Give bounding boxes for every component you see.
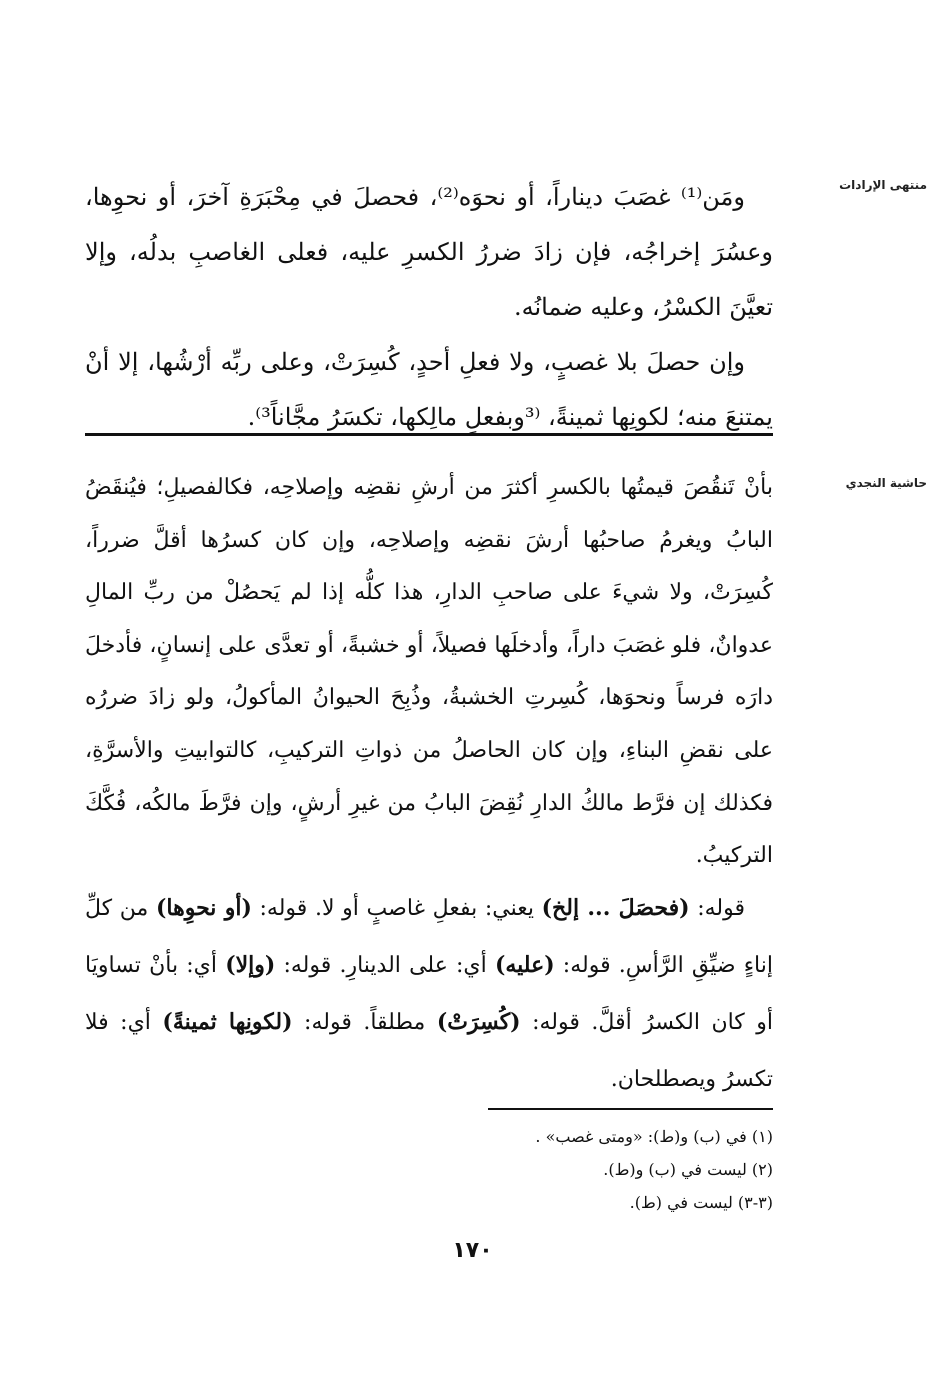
hashiya-text [85,462,773,883]
sharh-lemma: (أو نحوِها) [155,895,252,921]
footnote-3: (٣-٣) ليست في (ط). [629,1193,773,1212]
sharh-segment: أي: فلا تكسرُ ويصطلحان. [85,1010,773,1092]
footnote-1: (١) في (ب) و(ط): «ومتى غصب» . [535,1127,773,1146]
sharh-lemma: (كُسِرَتْ) [436,1009,521,1035]
matn-text [85,170,773,445]
footnote-2: (٢) ليست في (ب) و(ط). [603,1160,773,1179]
matn-paragraph-2: وإن حصلَ بلا غصبٍ، ولا فعلِ أحدٍ، كُسِرَتْ، وعلى ربِّه أرْشُها، إلا أنْ يمتنعَ منه؛ لكونِها ثمينةً، ⁽³وبفعلِ مالِكها، تكسَرُ مجَّاناً³⁾. [85,348,773,431]
sharh-segment: أي: بأنْ تساويَا أو كان الكسرُ أقلَّ. قوله: [85,953,774,1035]
footnotes [353,1120,773,1219]
footnotes-divider [488,1108,773,1110]
sharh-lemma: (وإلا) [225,952,276,978]
sharh-text [85,880,773,1108]
matn-paragraph-1: ومَن⁽¹⁾ غصَبَ ديناراً، أو نحوَه⁽²⁾، فحصلَ في مِحْبَرَةِ آخرَ، أو نحوِها، وعسُرَ إخراجُه، فإن زادَ ضررُ الكسرِ عليه، فعلى الغاصبِ بدلُه، وإلا تعيَّنَ الكسْرُ، وعليه ضمانُه. [85,183,773,321]
section-divider [85,433,773,436]
sharh-segment: يعني: بفعلِ غاصبٍ أو لا. قوله: [251,896,542,921]
hashiya-paragraph: بأنْ تَنقُصَ قيمتُها بالكسرِ أكثرَ من أرشِ نقضِه وإصلاحِه، فكالفصيلِ؛ فيُنقَضُ البابُ ويغرمُ صاحبُها أرشَ نقضِه وإصلاحِه، وإن كان كسرُها أقلَّ ضرراً، كُسِرَتْ، ولا شيءَ على صاحبِ الدارِ، هذا كلُّه إذا لم يَحصُلْ من ربِّ المالِ عدوانٌ، فلو غصَبَ داراً، وأدخلَها فصيلاً، أو خشبةً، أو تعدَّى على إنسانٍ، فأدخلَ دارَه فرساً ونحوَها، كُسِرتِ الخشبةُ، وذُبِحَ الحيوانُ المأكولُ، ولو زادَ ضررُه على نقضِ البناءِ، وإن كان الحاصلُ من ذواتِ التركيبِ، كالتوابيتِ والأسرَّةِ، فكذلك إن فرَّط مالكُ الدارِ نُقِضَ البابُ من غيرِ أرشٍ، وإن فرَّطَ مالكُه، فُكَّكَ التركيبُ. [85,475,773,869]
sharh-paragraph [85,880,773,1108]
sharh-segment: قوله: [689,896,745,921]
sharh-segment: أي: على الدينارِ. قوله: [275,953,495,978]
sharh-lemma: (فحصَلَ ... إلخ) [541,895,690,921]
page-number: ١٧٠ [452,1238,493,1263]
margin-label-hashiya: حاشية النجدي [845,476,927,490]
sharh-lemma: (عليه) [494,952,555,978]
sharh-lemma: (لكونِها ثمينةً) [162,1009,293,1035]
sharh-segment: مطلقاً. قوله: [292,1010,437,1035]
sharh-segment: من كلِّ إناءٍ ضيِّقِ الرَّأسِ. قوله: [85,896,773,978]
margin-label-matn: منتهى الإرادات [839,178,927,192]
